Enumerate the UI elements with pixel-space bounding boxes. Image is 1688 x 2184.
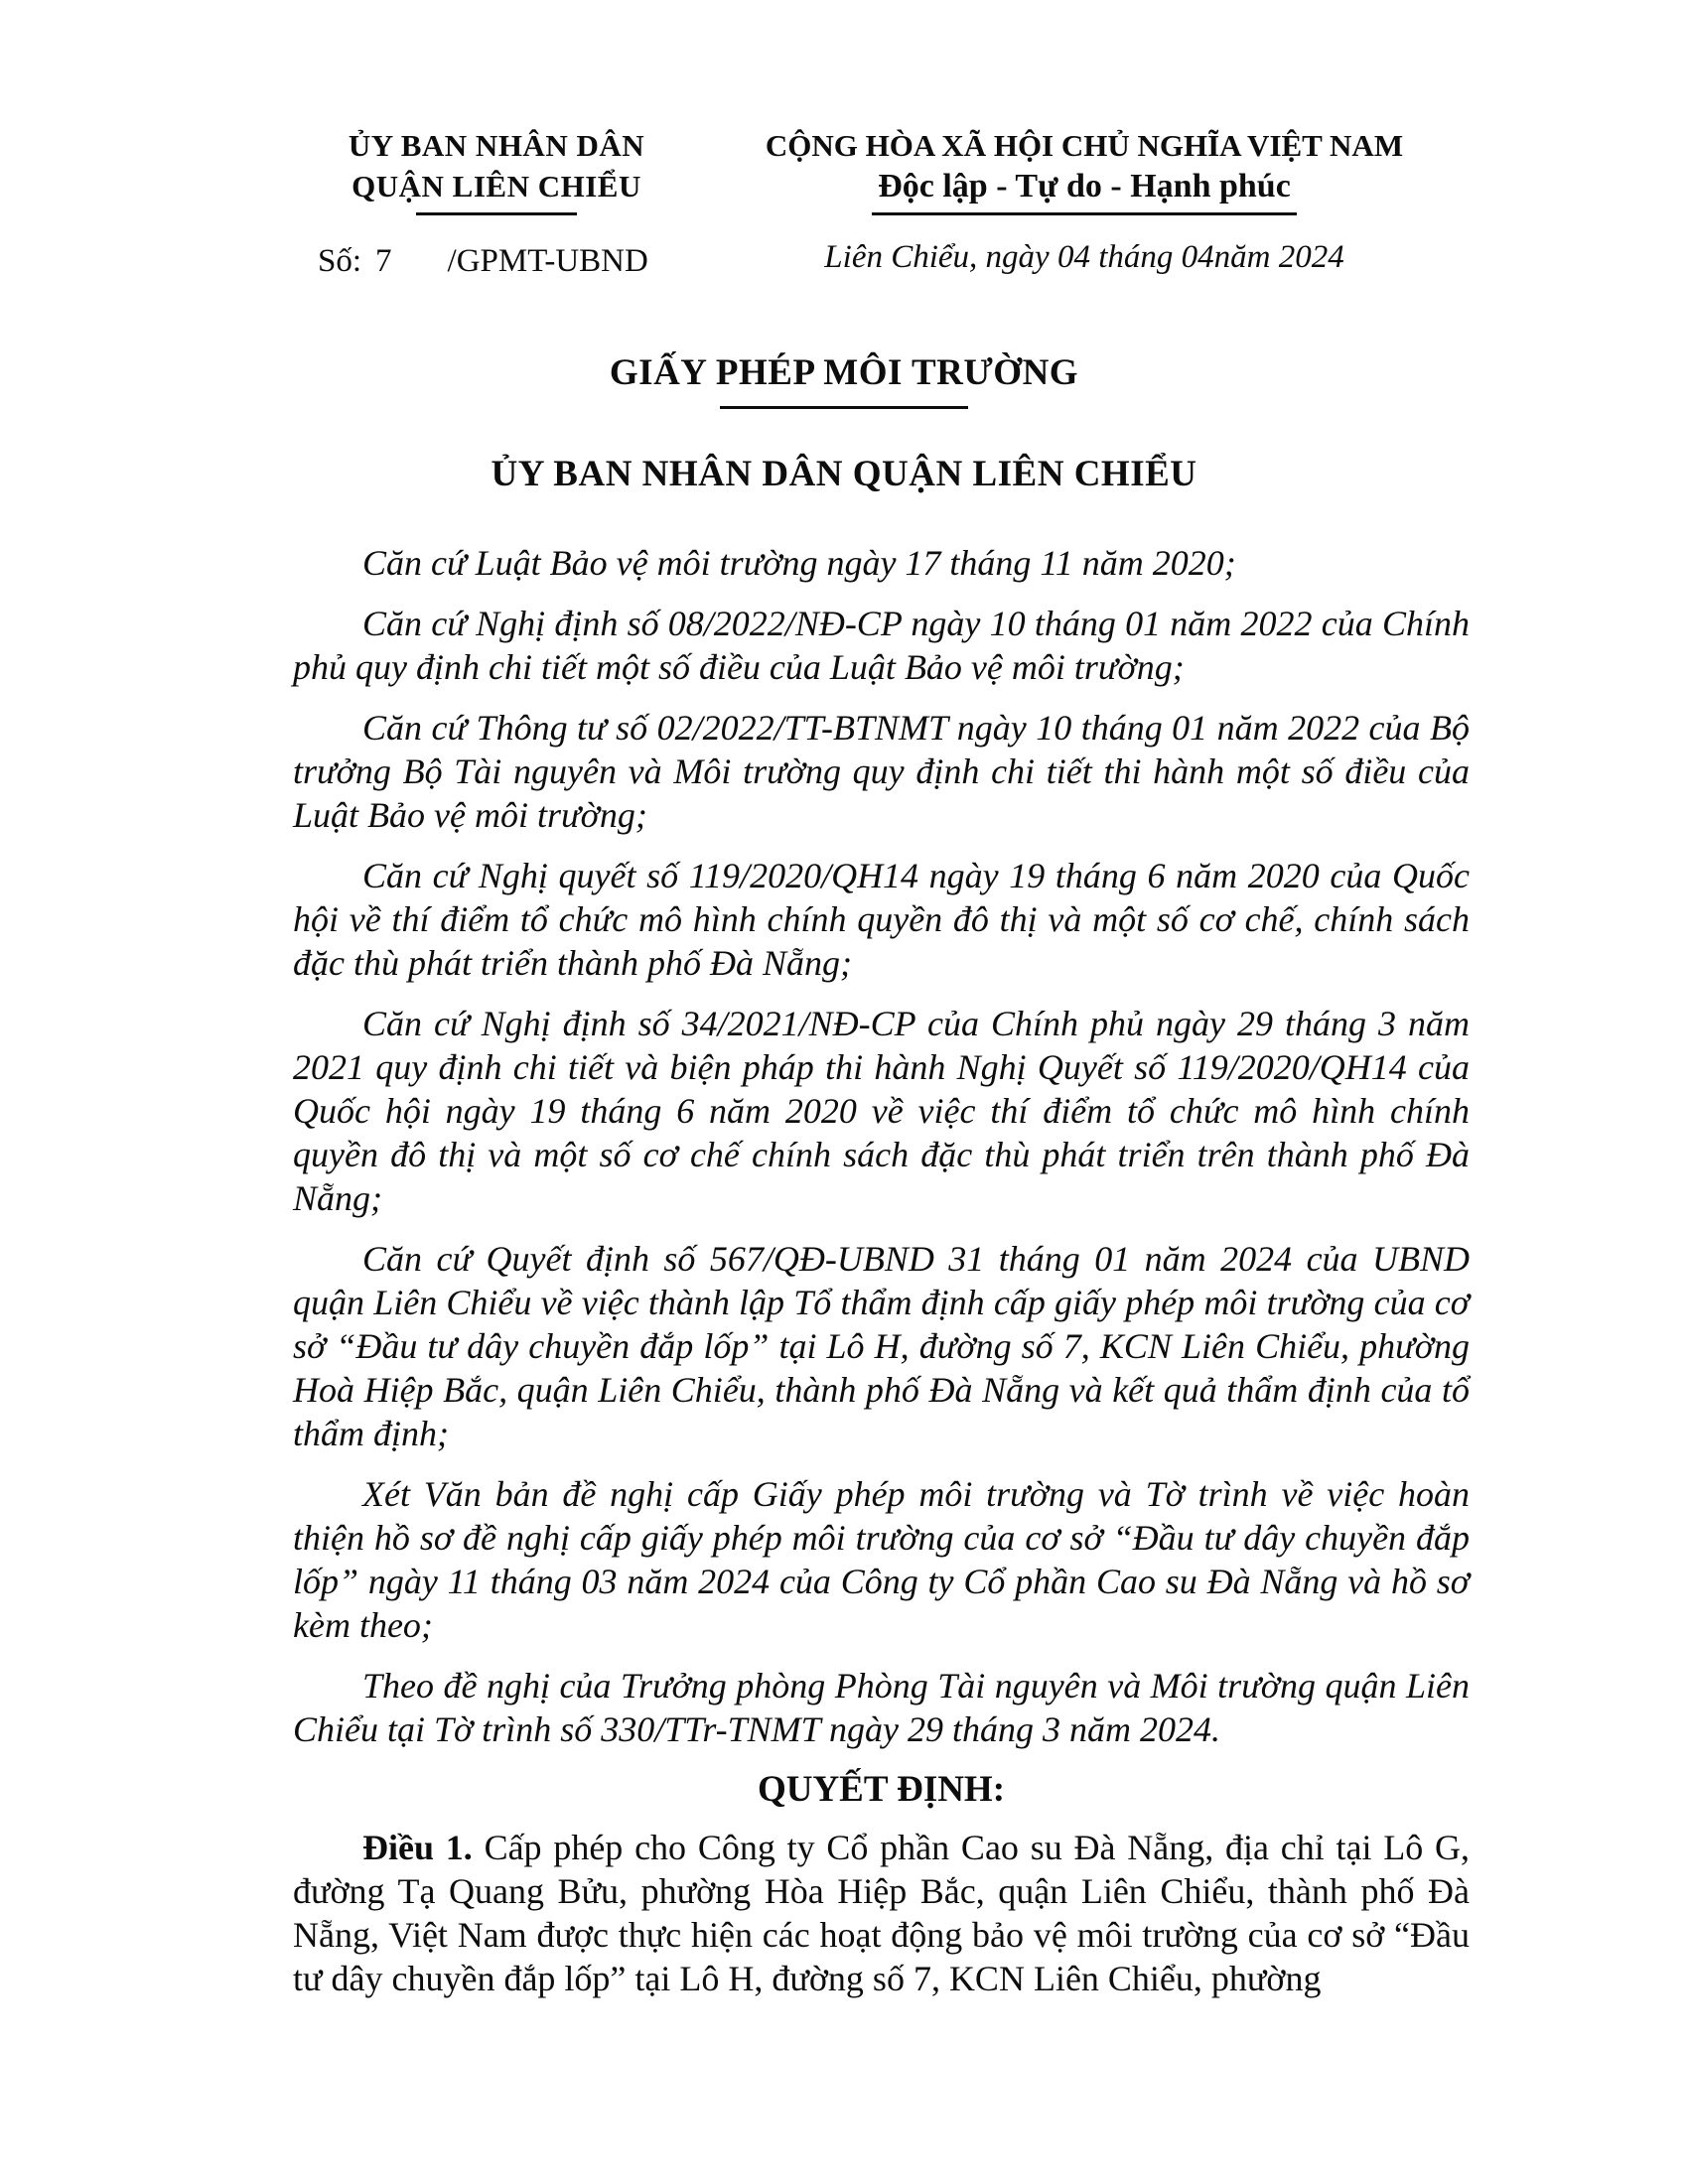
- title-block: [0, 351, 1688, 409]
- recital-paragraph-2: Căn cứ Nghị định số 08/2022/NĐ-CP ngày 10 tháng 01 năm 2022 của Chính phủ quy định chi tiết một số điều của Luật Bảo vệ môi trường;: [293, 604, 1470, 687]
- document-number-value: 7: [375, 243, 392, 279]
- document-header: [0, 0, 1688, 280]
- document-number-label: Số:: [318, 243, 362, 279]
- document-number-suffix: /GPMT-UBND: [447, 243, 648, 279]
- recital-paragraph-7: Xét Văn bản đề nghị cấp Giấy phép môi trường và Tờ trình về việc hoàn thiện hồ sơ đề nghị cấp giấy phép môi trường của cơ sở “Đầu tư dây chuyền đắp lốp” ngày 11 tháng 03 năm 2024 của Công ty Cổ phần Cao su Đà Nẵng và hồ sơ kèm theo;: [293, 1474, 1470, 1645]
- recital-paragraph-4: Căn cứ Nghị quyết số 119/2020/QH14 ngày 19 tháng 6 năm 2020 của Quốc hội về thí điểm tổ chức mô hình chính quyền đô thị và một số cơ chế, chính sách đặc thù phát triển thành phố Đà Nẵng;: [293, 856, 1470, 983]
- issuing-authority-block: [298, 125, 695, 280]
- recital-paragraph-6: Căn cứ Quyết định số 567/QĐ-UBND 31 tháng 01 năm 2024 của UBND quận Liên Chiểu về việc thành lập Tổ thẩm định cấp giấy phép môi trường của cơ sở “Đầu tư dây chuyền đắp lốp” tại Lô H, đường số 7, KCN Liên Chiểu, phường Hoà Hiệp Bắc, quận Liên Chiểu, thành phố Đà Nẵng và kết quả thẩm định của tổ thẩm định;: [293, 1239, 1470, 1453]
- article-1-paragraph: [293, 1826, 1470, 2000]
- article-1-label: Điều 1.: [362, 1828, 473, 1867]
- article-1-text: Cấp phép cho Công ty Cổ phần Cao su Đà Nẵng, địa chỉ tại Lô G, đường Tạ Quang Bửu, phường Hòa Hiệp Bắc, quận Liên Chiểu, thành phố Đà Nẵng, Việt Nam được thực hiện các hoạt động bảo vệ môi trường của cơ sở “Đầu tư dây chuyền đắp lốp” tại Lô H, đường số 7, KCN Liên Chiểu, phường: [293, 1828, 1471, 1998]
- document-title: GIẤY PHÉP MÔI TRƯỜNG: [609, 352, 1079, 393]
- issuer-name-line1: ỦY BAN NHÂN DÂN: [348, 128, 645, 163]
- decision-heading: QUYẾT ĐỊNH:: [757, 1769, 1006, 1810]
- national-title: CỘNG HÒA XÃ HỘI CHỦ NGHĨA VIỆT NAM: [765, 128, 1404, 163]
- recital-paragraph-3: Căn cứ Thông tư số 02/2022/TT-BTNMT ngày 10 tháng 01 năm 2022 của Bộ trưởng Bộ Tài nguyên và Môi trường quy định chi tiết thi hành một số điều của Luật Bảo vệ môi trường;: [293, 708, 1470, 835]
- national-header-block: [737, 125, 1432, 276]
- place-date-line: Liên Chiểu, ngày 04 tháng 04năm 2024: [824, 239, 1344, 275]
- recital-paragraph-1: Căn cứ Luật Bảo vệ môi trường ngày 17 tháng 11 năm 2020;: [362, 543, 1236, 583]
- document-subtitle: ỦY BAN NHÂN DÂN QUẬN LIÊN CHIỂU: [491, 454, 1197, 494]
- recital-paragraph-8: Theo đề nghị của Trưởng phòng Phòng Tài nguyên và Môi trường quận Liên Chiểu tại Tờ trình số 330/TTr-TNMT ngày 29 tháng 3 năm 2024.: [293, 1666, 1470, 1749]
- recital-paragraph-5: Căn cứ Nghị định số 34/2021/NĐ-CP của Chính phủ ngày 29 tháng 3 năm 2021 quy định chi tiết và biện pháp thi hành Nghị Quyết số 119/2020/QH14 của Quốc hội ngày 19 tháng 6 năm 2020 về việc thí điểm tổ chức mô hình chính quyền đô thị và một số cơ chế chính sách đặc thù phát triển trên thành phố Đà Nẵng;: [293, 1004, 1470, 1218]
- national-motto: Độc lập - Tự do - Hạnh phúc: [872, 166, 1297, 215]
- document-body: [293, 541, 1470, 2000]
- document-number-line: [298, 243, 695, 280]
- title-underline: [720, 406, 968, 409]
- issuer-name-line2: QUẬN LIÊN CHIỂU: [352, 169, 641, 204]
- issuer-underline: [416, 212, 577, 215]
